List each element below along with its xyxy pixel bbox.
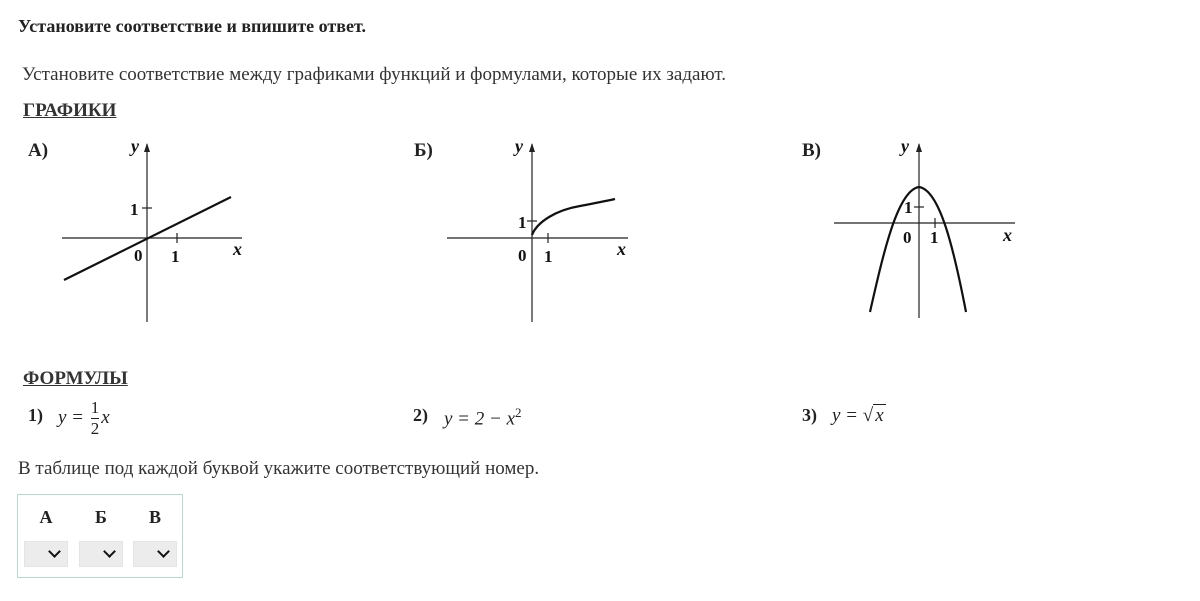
graph-c-tick-y-label: 1 xyxy=(904,198,913,217)
graph-b-x-label: x xyxy=(617,239,626,259)
formula-3 xyxy=(832,405,886,427)
graph-c-tick-x-label: 1 xyxy=(930,228,939,247)
graph-a-origin: 0 xyxy=(134,246,143,265)
graph-c-y-arrow xyxy=(916,143,922,152)
chevron-down-icon xyxy=(48,545,61,558)
column-header-v: В xyxy=(148,507,161,527)
formulas-heading: ФОРМУЛЫ xyxy=(23,368,128,389)
graph-a-tick-x-label: 1 xyxy=(171,247,180,266)
graph-b-y-label: y xyxy=(515,136,523,156)
formula-3-lhs: y = xyxy=(832,405,859,426)
formula-3-radicand: x xyxy=(875,405,884,426)
formula-2-expr: y = 2 − x xyxy=(444,408,516,430)
formula-1-lhs: y = xyxy=(58,406,85,428)
column-header-b: Б xyxy=(95,507,107,527)
graph-a-x-label: x xyxy=(233,239,242,259)
formula-1-numerator: 1 xyxy=(90,398,100,417)
graph-b-origin: 0 xyxy=(518,246,527,265)
answer-select-v[interactable] xyxy=(133,541,177,567)
graph-a-y-label: y xyxy=(131,136,139,156)
graph-c-y-label: y xyxy=(901,136,909,156)
formula-1-var: x xyxy=(101,406,110,428)
answer-select-a[interactable] xyxy=(24,541,68,567)
column-header-a: А xyxy=(39,507,53,527)
formula-1-number: 1) xyxy=(28,405,43,425)
formula-1-fraction xyxy=(91,398,100,439)
answer-note: В таблице под каждой буквой укажите соответствующий номер. xyxy=(18,458,540,479)
graph-c-x-label: x xyxy=(1003,225,1012,245)
graph-c-origin: 0 xyxy=(903,228,912,247)
chevron-down-icon xyxy=(157,545,170,558)
task-text: Установите соответствие между графиками функций и формулами, которые их задают. xyxy=(22,64,727,85)
answer-select-b[interactable] xyxy=(79,541,123,567)
formula-1-denominator: 2 xyxy=(90,419,100,438)
formula-2 xyxy=(444,405,522,430)
task-title: Установите соответствие и впишите ответ. xyxy=(18,16,366,36)
answer-table xyxy=(17,494,183,578)
graph-b-letter: Б) xyxy=(414,140,433,161)
graphs-heading: ГРАФИКИ xyxy=(23,100,117,121)
graph-c-curve xyxy=(870,187,966,312)
formula-3-radical: √ xyxy=(862,405,874,426)
formula-1 xyxy=(58,398,110,439)
chevron-down-icon xyxy=(103,545,116,558)
graph-a-tick-y-label: 1 xyxy=(130,200,139,219)
formula-3-number: 3) xyxy=(802,405,817,425)
graph-b-tick-y-label: 1 xyxy=(518,213,527,232)
graph-c-letter: В) xyxy=(802,140,821,161)
formula-2-exponent: 2 xyxy=(515,405,522,420)
formula-2-number: 2) xyxy=(413,405,428,425)
graph-b-tick-x-label: 1 xyxy=(544,247,553,266)
graph-a-letter: А) xyxy=(28,140,49,161)
